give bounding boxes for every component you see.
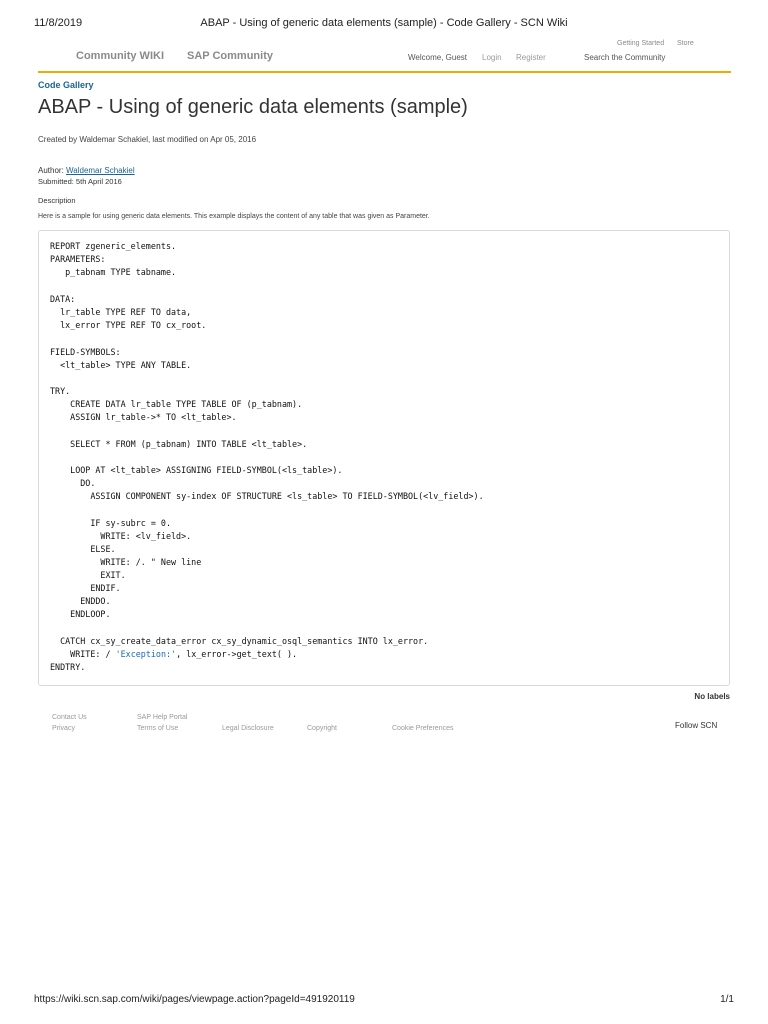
footer-copyright-link[interactable]: Copyright [307,725,337,732]
footer-privacy-link[interactable]: Privacy [52,725,75,732]
code-write-prefix: WRITE: / [50,649,116,659]
sap-community-link[interactable]: SAP Community [187,50,273,62]
code-block [38,230,730,686]
welcome-text: Welcome, Guest [408,53,467,62]
code-line: <lt_table> TYPE ANY TABLE. [50,360,192,370]
search-community[interactable]: Search the Community [584,53,666,62]
page-meta: Created by Waldemar Schakiel, last modified on Apr 05, 2016 [38,135,257,144]
author-label: Author: [38,166,67,175]
code-line: ENDLOOP. [50,609,111,619]
code-line: ASSIGN COMPONENT sy-index OF STRUCTURE <ls_table> TO FIELD-SYMBOL(<lv_field>). [50,491,484,501]
code-line: WRITE: <lv_field>. [50,531,192,541]
code-line: ELSE. [50,544,116,554]
code-line: WRITE: /. " New line [50,557,202,567]
store-link[interactable]: Store [677,40,694,47]
code-line: DATA: [50,294,76,304]
code-line: ENDIF. [50,583,121,593]
footer-terms-link[interactable]: Terms of Use [137,725,179,732]
code-line: DO. [50,478,96,488]
code-line: FIELD-SYMBOLS: [50,347,121,357]
footer-cookie-link[interactable]: Cookie Preferences [392,725,454,732]
code-line: EXIT. [50,570,126,580]
code-line: ENDTRY. [50,662,86,672]
code-line: lr_table TYPE REF TO data, [50,307,192,317]
footer-help-portal-link[interactable]: SAP Help Portal [137,714,188,721]
code-line: p_tabnam TYPE tabname. [50,267,177,277]
print-date: 11/8/2019 [34,17,83,29]
footer-legal-link[interactable]: Legal Disclosure [222,725,274,732]
description-heading: Description [38,196,76,205]
code-line: lx_error TYPE REF TO cx_root. [50,320,207,330]
code-line: LOOP AT <lt_table> ASSIGNING FIELD-SYMBOL(<ls_table>). [50,465,343,475]
code-line [50,648,297,660]
submitted-date: Submitted: 5th April 2016 [38,177,122,186]
code-line: CREATE DATA lr_table TYPE TABLE OF (p_tabnam). [50,399,303,409]
code-line: TRY. [50,386,71,396]
community-wiki-link[interactable]: Community WIKI [76,50,164,62]
follow-scn[interactable]: Follow SCN [675,721,718,730]
code-line: SELECT * FROM (p_tabnam) INTO TABLE <lt_table>. [50,439,308,449]
code-string-literal: 'Exception:' [115,649,177,659]
code-line: REPORT zgeneric_elements. [50,241,177,251]
code-write-suffix: , lx_error->get_text( ). [176,649,298,659]
code-line: ENDDO. [50,596,111,606]
code-line: ASSIGN lr_table->* TO <lt_table>. [50,412,237,422]
code-line: IF sy-subrc = 0. [50,518,172,528]
code-line: PARAMETERS: [50,254,106,264]
author-line [38,166,135,175]
description-text: Here is a sample for using generic data elements. This example displays the content of any table that was given as Parameter. [38,213,430,220]
getting-started-link[interactable]: Getting Started [617,40,665,47]
page-title: ABAP - Using of generic data elements (sample) [38,96,468,118]
login-link[interactable]: Login [482,53,502,62]
labels-status: No labels [694,692,730,701]
author-link[interactable]: Waldemar Schakiel [66,166,135,175]
breadcrumb[interactable]: Code Gallery [38,80,94,90]
print-page-count: 1/1 [720,994,734,1005]
footer-contact-link[interactable]: Contact Us [52,714,87,721]
header-divider [38,71,731,73]
print-title: ABAP - Using of generic data elements (sample) - Code Gallery - SCN Wiki [200,17,568,29]
code-line: CATCH cx_sy_create_data_error cx_sy_dynamic_osql_semantics INTO lx_error. [50,636,429,646]
print-url: https://wiki.scn.sap.com/wiki/pages/viewpage.action?pageId=491920119 [34,994,355,1005]
register-link[interactable]: Register [516,53,546,62]
